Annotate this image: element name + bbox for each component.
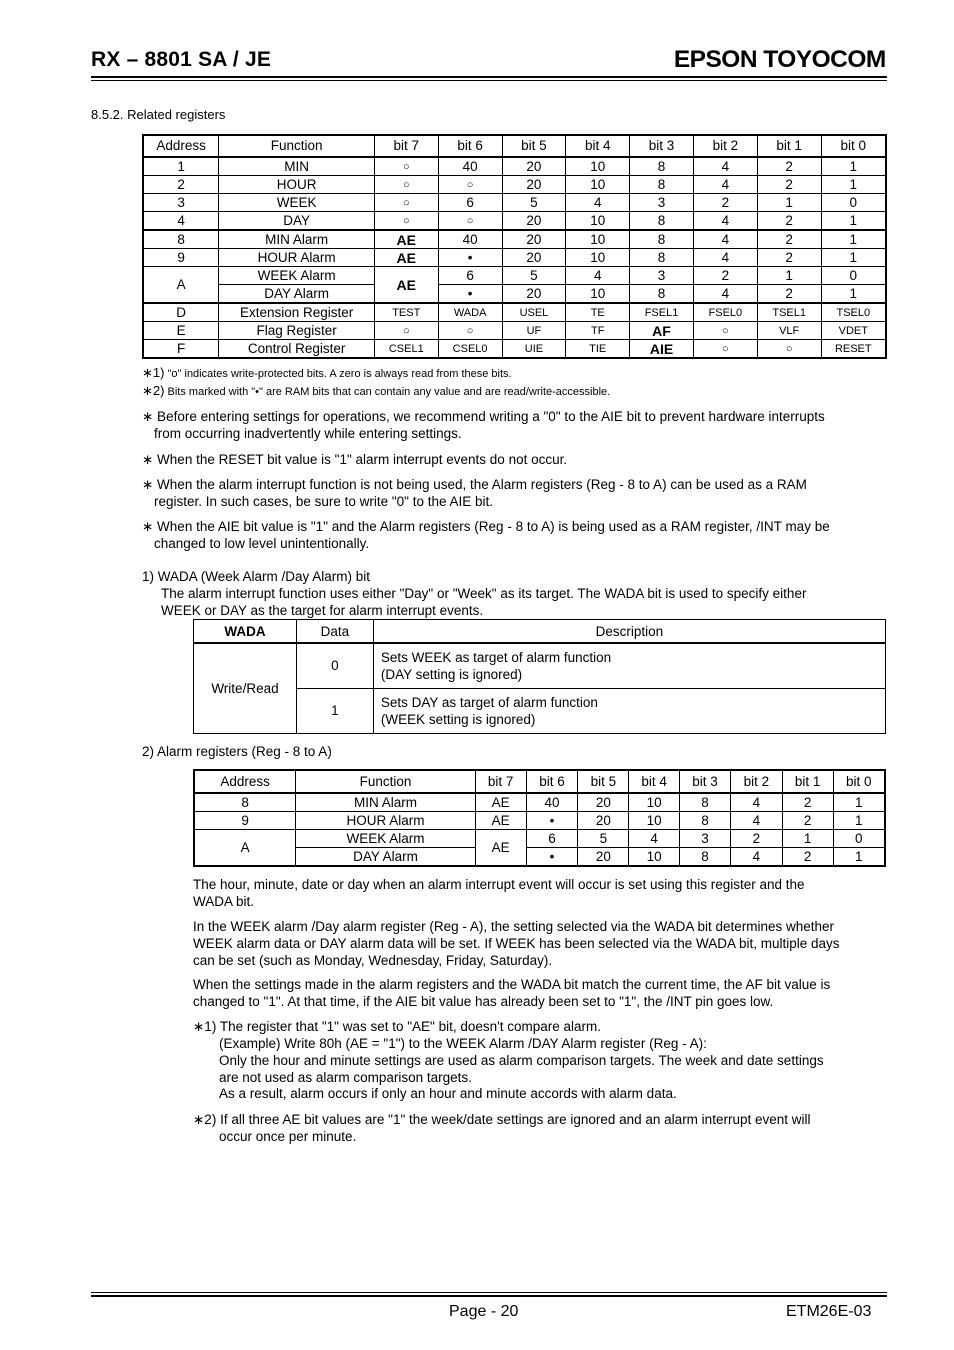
table-cell: 20 xyxy=(578,812,629,830)
table-cell: 6 xyxy=(526,830,578,848)
table-cell: FSEL1 xyxy=(630,303,694,322)
table-cell: TEST xyxy=(374,303,438,322)
table-header-row xyxy=(143,135,886,157)
table-row xyxy=(143,303,886,322)
table-cell: 10 xyxy=(566,249,630,267)
table-cell: 8 xyxy=(680,793,731,812)
table-cell: 20 xyxy=(578,848,629,867)
table-cell: 20 xyxy=(502,285,566,304)
table-cell: 40 xyxy=(526,793,578,812)
table-cell: 4 xyxy=(566,267,630,285)
table-row xyxy=(143,285,886,304)
header-cell: Address xyxy=(194,770,296,793)
table-row xyxy=(143,267,886,285)
body-line: In the WEEK alarm /Day alarm register (Reg - A), the setting selected via the WADA bit determines whether xyxy=(193,919,835,934)
footnote-line: are not used as alarm comparison targets. xyxy=(219,1070,472,1085)
footnote-line: Only the hour and minute settings are used as alarm comparison targets. The week and date settings xyxy=(219,1053,824,1068)
table-cell: 2 xyxy=(757,230,821,249)
table-cell: 10 xyxy=(629,848,680,867)
table-cell: HOUR Alarm xyxy=(296,812,475,830)
table-cell: TIE xyxy=(566,340,630,359)
table-row xyxy=(194,643,886,688)
table-cell: ○ xyxy=(374,176,438,194)
table-cell: 1 xyxy=(821,176,886,194)
table-cell: 1 xyxy=(833,812,885,830)
table-cell: ○ xyxy=(757,340,821,359)
table-cell: 0 xyxy=(833,830,885,848)
table-cell: 1 xyxy=(757,267,821,285)
footnote-line: ∗1) The register that "1" was set to "AE" bit, doesn't compare alarm. xyxy=(193,1019,601,1034)
table-cell: 5 xyxy=(578,830,629,848)
table-cell: VDET xyxy=(821,322,886,340)
table-cell: 3 xyxy=(143,194,219,212)
table-cell: 1 xyxy=(821,249,886,267)
table-cell: 1 xyxy=(821,230,886,249)
header-rule xyxy=(91,76,887,78)
footnote-line: occur once per minute. xyxy=(219,1129,357,1144)
table-cell: 0 xyxy=(296,643,373,688)
header-cell: bit 3 xyxy=(630,135,694,157)
table-cell: 20 xyxy=(502,157,566,176)
alarm-heading: 2) Alarm registers (Reg - 8 to A) xyxy=(142,744,332,759)
bullet-line: from occurring inadvertently while entering settings. xyxy=(154,426,462,441)
header-cell: bit 2 xyxy=(730,770,782,793)
header-cell: bit 7 xyxy=(475,770,526,793)
table-cell: USEL xyxy=(502,303,566,322)
table-cell: AE xyxy=(374,267,438,304)
table-cell: 8 xyxy=(194,793,296,812)
table-cell: AE xyxy=(475,793,526,812)
table-cell: 1 xyxy=(757,194,821,212)
wada-table xyxy=(193,619,886,734)
table-cell: CSEL1 xyxy=(374,340,438,359)
table-row xyxy=(143,230,886,249)
header-cell: bit 4 xyxy=(566,135,630,157)
table-cell: 1 xyxy=(833,848,885,867)
table-cell: 20 xyxy=(502,230,566,249)
header-cell: bit 4 xyxy=(629,770,680,793)
table-cell: A xyxy=(143,267,219,304)
table-cell: WEEK xyxy=(219,194,374,212)
table-cell: F xyxy=(143,340,219,359)
table-cell: VLF xyxy=(757,322,821,340)
table-cell: 1 xyxy=(821,285,886,304)
table-cell: 20 xyxy=(502,249,566,267)
table-cell: 2 xyxy=(782,812,833,830)
header-cell: bit 1 xyxy=(782,770,833,793)
wada-heading: 1) WADA (Week Alarm /Day Alarm) bit xyxy=(142,569,371,584)
table-cell: ○ xyxy=(374,212,438,231)
wada-desc: WEEK or DAY as the target for alarm interrupt events. xyxy=(161,603,484,618)
table-cell: 4 xyxy=(693,249,757,267)
table-cell: 2 xyxy=(757,212,821,231)
table-cell: ○ xyxy=(374,157,438,176)
table-cell: 2 xyxy=(757,176,821,194)
table-cell: AE xyxy=(374,230,438,249)
table-cell: TF xyxy=(566,322,630,340)
table-cell: 10 xyxy=(566,230,630,249)
table-header-row xyxy=(194,620,886,644)
table-cell: MIN Alarm xyxy=(296,793,475,812)
header-cell: bit 6 xyxy=(438,135,502,157)
table-cell: 10 xyxy=(629,793,680,812)
table-cell: ○ xyxy=(374,322,438,340)
header-cell: Description xyxy=(373,620,885,644)
table-cell: 20 xyxy=(502,176,566,194)
table-cell: 1 xyxy=(821,212,886,231)
table-cell: TSEL1 xyxy=(757,303,821,322)
table-row xyxy=(143,340,886,359)
bullet-line: ∗ Before entering settings for operations, we recommend writing a "0" to the AIE bit to prevent hardware interrupts xyxy=(142,409,825,424)
table-row xyxy=(143,322,886,340)
table-row xyxy=(143,212,886,231)
table-cell: 8 xyxy=(680,812,731,830)
description-line: Sets DAY as target of alarm function xyxy=(380,694,598,710)
table-cell: ○ xyxy=(693,322,757,340)
table-cell: Flag Register xyxy=(219,322,374,340)
table-cell: 6 xyxy=(438,267,502,285)
document-title: RX – 8801 SA / JE xyxy=(91,48,272,71)
page-number: Page - 20 xyxy=(449,1303,519,1320)
table-cell: 3 xyxy=(680,830,731,848)
table-row xyxy=(194,830,885,848)
table-cell: ○ xyxy=(438,322,502,340)
table-cell: Extension Register xyxy=(219,303,374,322)
body-line: changed to "1". At that time, if the AIE bit value has already been set to "1", the /INT pin goes low. xyxy=(193,994,774,1009)
table-cell: WADA xyxy=(438,303,502,322)
table-cell: 10 xyxy=(629,812,680,830)
table-cell: 10 xyxy=(566,212,630,231)
table-cell: E xyxy=(143,322,219,340)
header-cell: Function xyxy=(296,770,475,793)
header-cell: Function xyxy=(219,135,374,157)
table-cell: DAY Alarm xyxy=(219,285,374,304)
table-cell: 8 xyxy=(630,230,694,249)
table-cell: 2 xyxy=(757,157,821,176)
table-cell: 40 xyxy=(438,230,502,249)
table-header-row xyxy=(194,770,885,793)
table-cell: • xyxy=(438,285,502,304)
table-cell: 8 xyxy=(630,249,694,267)
wada-desc: The alarm interrupt function uses either "Day" or "Week" as its target. The WADA bit is used to specify either xyxy=(161,586,807,601)
table-cell: 4 xyxy=(693,157,757,176)
header-cell: bit 0 xyxy=(833,770,885,793)
header-cell: bit 0 xyxy=(821,135,886,157)
table-row xyxy=(143,157,886,176)
table-cell: 1 xyxy=(833,793,885,812)
table-cell: 2 xyxy=(143,176,219,194)
table-cell: ○ xyxy=(374,194,438,212)
table-cell: DAY xyxy=(219,212,374,231)
table-cell: 10 xyxy=(566,157,630,176)
table-cell: 5 xyxy=(502,194,566,212)
footnote-line: (Example) Write 80h (AE = "1") to the WEEK Alarm /DAY Alarm register (Reg - A): xyxy=(219,1036,707,1051)
document-code: ETM26E-03 xyxy=(786,1303,872,1320)
table-cell: 8 xyxy=(630,157,694,176)
table-cell: AE xyxy=(475,830,526,867)
table-cell: 8 xyxy=(143,230,219,249)
table-cell: 4 xyxy=(693,212,757,231)
table-cell: 5 xyxy=(502,267,566,285)
note-2 xyxy=(142,383,610,399)
table-cell: 2 xyxy=(782,848,833,867)
table-cell: 9 xyxy=(194,812,296,830)
table-cell: 20 xyxy=(578,793,629,812)
note-text: "o" indicates write-protected bits. A zero is always read from these bits. xyxy=(167,368,512,380)
table-cell: 2 xyxy=(693,267,757,285)
table-cell: 9 xyxy=(143,249,219,267)
table-cell: ○ xyxy=(438,212,502,231)
body-line: The hour, minute, date or day when an alarm interrupt event will occur is set using this register and the xyxy=(193,877,805,892)
body-line: can be set (such as Monday, Wednesday, Friday, Saturday). xyxy=(193,953,553,968)
table-cell: 4 xyxy=(566,194,630,212)
table-cell: AF xyxy=(630,322,694,340)
body-line: WADA bit. xyxy=(193,894,255,909)
header-cell: bit 7 xyxy=(374,135,438,157)
table-cell: CSEL0 xyxy=(438,340,502,359)
table-cell: 2 xyxy=(693,194,757,212)
table-cell: • xyxy=(526,848,578,867)
table-cell: D xyxy=(143,303,219,322)
note-text: Bits marked with "•" are RAM bits that can contain any value and are read/write-accessible. xyxy=(167,386,611,398)
header-cell: bit 3 xyxy=(680,770,731,793)
table-cell: 2 xyxy=(757,285,821,304)
table-cell: HOUR xyxy=(219,176,374,194)
footer-rule xyxy=(91,1295,887,1297)
header-cell: WADA xyxy=(194,620,297,644)
table-cell: ○ xyxy=(693,340,757,359)
table-cell: 1 xyxy=(143,157,219,176)
table-cell: Control Register xyxy=(219,340,374,359)
table-cell: UIE xyxy=(502,340,566,359)
table-cell: 4 xyxy=(629,830,680,848)
table-cell: 8 xyxy=(630,285,694,304)
table-cell: Write/Read xyxy=(194,643,297,733)
table-cell: 4 xyxy=(730,812,782,830)
bullet-line: ∗ When the AIE bit value is "1" and the Alarm registers (Reg - 8 to A) is being used as a RAM register, /INT may be xyxy=(142,519,830,534)
table-cell: RESET xyxy=(821,340,886,359)
note-1 xyxy=(142,365,512,381)
header-cell: bit 1 xyxy=(757,135,821,157)
description-line: (DAY setting is ignored) xyxy=(380,666,523,682)
table-cell: 40 xyxy=(438,157,502,176)
table-cell: 4 xyxy=(693,230,757,249)
table-row xyxy=(194,688,886,733)
table-cell: AE xyxy=(374,249,438,267)
body-line: When the settings made in the alarm registers and the WADA bit match the current time, the AF bit value is xyxy=(193,977,831,992)
table-cell: 10 xyxy=(566,176,630,194)
table-cell: 4 xyxy=(693,285,757,304)
table-cell: 4 xyxy=(730,793,782,812)
table-cell: 1 xyxy=(821,157,886,176)
table-cell: DAY Alarm xyxy=(296,848,475,867)
table-cell: ○ xyxy=(438,176,502,194)
table-cell: 10 xyxy=(566,285,630,304)
bullet-line: changed to low level unintentionally. xyxy=(154,536,370,551)
footnote-line: ∗2) If all three AE bit values are "1" the week/date settings are ignored and an alarm interrupt event will xyxy=(193,1112,811,1127)
table-cell: 4 xyxy=(693,176,757,194)
table-cell: 8 xyxy=(630,176,694,194)
brand-logo: EPSON TOYOCOM xyxy=(674,46,886,73)
header-cell: bit 5 xyxy=(578,770,629,793)
table-cell: 4 xyxy=(730,848,782,867)
header-cell: Address xyxy=(143,135,219,157)
table-cell: 8 xyxy=(630,212,694,231)
table-row xyxy=(143,249,886,267)
header-cell: Data xyxy=(296,620,373,644)
description-line: Sets WEEK as target of alarm function xyxy=(380,649,612,665)
description-line: (WEEK setting is ignored) xyxy=(380,711,536,727)
table-cell: MIN xyxy=(219,157,374,176)
table-row xyxy=(143,176,886,194)
table-cell: 3 xyxy=(630,194,694,212)
table-cell: 2 xyxy=(782,793,833,812)
table-cell: 0 xyxy=(821,267,886,285)
table-cell: WEEK Alarm xyxy=(296,830,475,848)
table-cell: 0 xyxy=(821,194,886,212)
table-cell: A xyxy=(194,830,296,867)
header-cell: bit 6 xyxy=(526,770,578,793)
table-row xyxy=(194,793,885,812)
note-marker: ∗2) xyxy=(142,383,165,398)
table-cell: 1 xyxy=(296,688,373,733)
table-cell: 3 xyxy=(630,267,694,285)
table-cell: WEEK Alarm xyxy=(219,267,374,285)
footnote-line: As a result, alarm occurs if only an hour and minute accords with alarm data. xyxy=(219,1086,677,1101)
table-cell: MIN Alarm xyxy=(219,230,374,249)
table-cell: 8 xyxy=(680,848,731,867)
table-cell: AIE xyxy=(630,340,694,359)
related-registers-table xyxy=(142,134,887,359)
table-cell: 4 xyxy=(143,212,219,231)
note-marker: ∗1) xyxy=(142,365,165,380)
table-cell: AE xyxy=(475,812,526,830)
body-line: WEEK alarm data or DAY alarm data will be set. If WEEK has been selected via the WADA bit, multiple days xyxy=(193,936,840,951)
alarm-registers-table xyxy=(193,769,886,867)
table-cell: 6 xyxy=(438,194,502,212)
table-cell: TSEL0 xyxy=(821,303,886,322)
table-cell: TE xyxy=(566,303,630,322)
table-row xyxy=(143,194,886,212)
header-cell: bit 5 xyxy=(502,135,566,157)
table-cell: 2 xyxy=(757,249,821,267)
table-cell xyxy=(373,688,885,733)
table-cell: UF xyxy=(502,322,566,340)
table-cell: 1 xyxy=(782,830,833,848)
table-row xyxy=(194,848,885,867)
table-cell: 20 xyxy=(502,212,566,231)
section-title: 8.5.2. Related registers xyxy=(91,107,226,122)
table-cell: HOUR Alarm xyxy=(219,249,374,267)
bullet-line: ∗ When the alarm interrupt function is not being used, the Alarm registers (Reg - 8 to A) can be used as a RAM xyxy=(142,477,807,492)
header-rule-thin xyxy=(91,80,887,81)
table-cell: • xyxy=(526,812,578,830)
table-cell: 2 xyxy=(730,830,782,848)
table-row xyxy=(194,812,885,830)
table-cell xyxy=(373,643,885,688)
bullet-line: ∗ When the RESET bit value is "1" alarm interrupt events do not occur. xyxy=(142,452,568,467)
footer-rule-thin xyxy=(91,1292,887,1293)
table-cell: FSEL0 xyxy=(693,303,757,322)
table-cell: • xyxy=(438,249,502,267)
header-cell: bit 2 xyxy=(693,135,757,157)
bullet-line: register. In such cases, be sure to write "0" to the AIE bit. xyxy=(154,494,494,509)
